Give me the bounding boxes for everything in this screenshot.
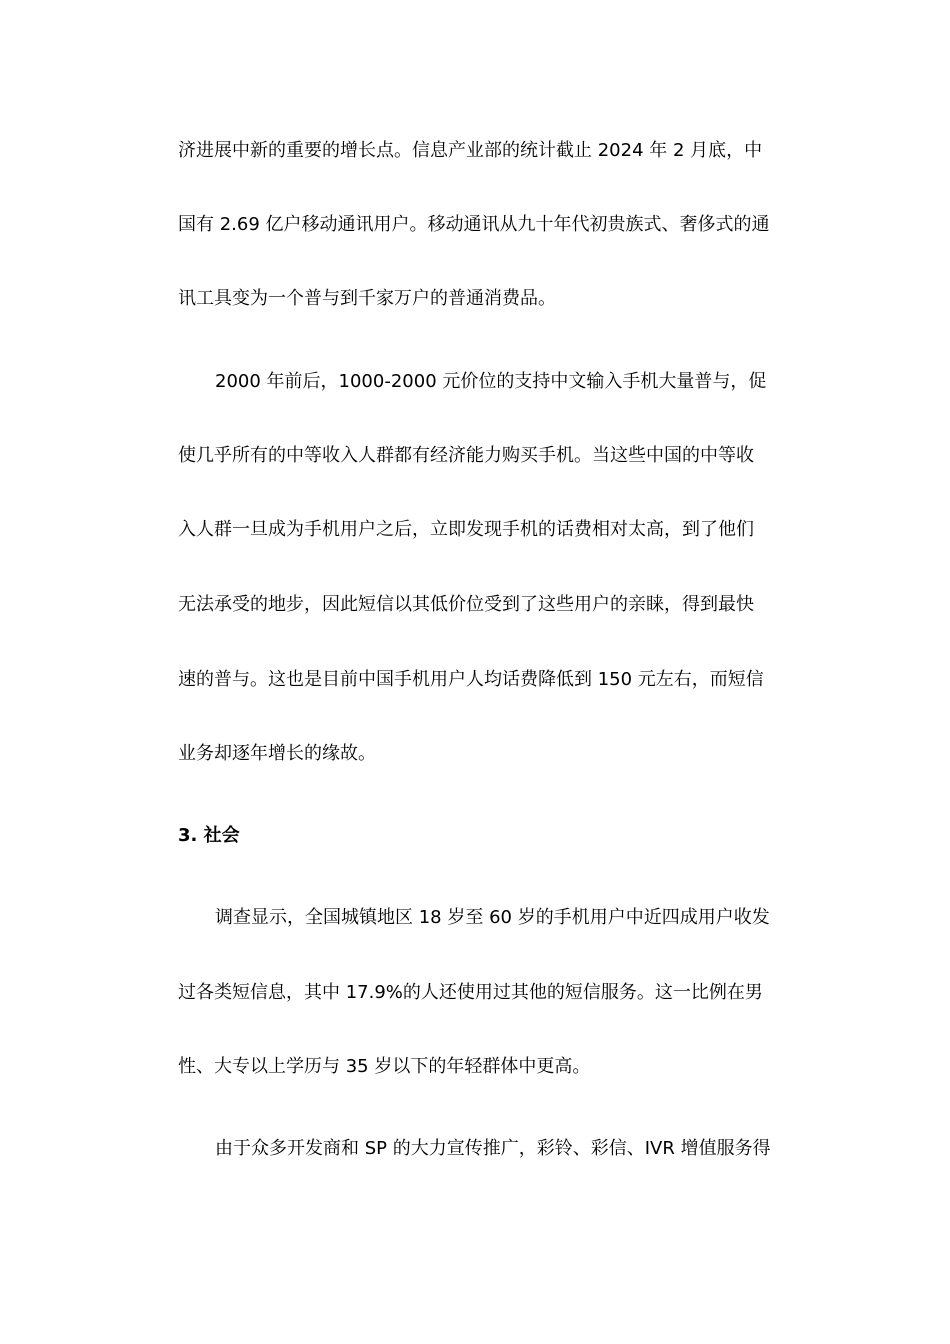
paragraph-first-line: 调查显示，全国城镇地区 18 岁至 60 岁的手机用户中近四成用户收发 [215,907,770,928]
text-line: 国有 2.69 亿户移动通讯用户。移动通讯从九十年代初贵族式、奢侈式的通 [178,214,770,235]
text-line: 入人群一旦成为手机用户之后，立即发现手机的话费相对太高，到了他们 [178,519,754,540]
text-line: 过各类短信息，其中 17.9%的人还使用过其他的短信服务。这一比例在男 [178,982,763,1003]
paragraph-first-line: 2000 年前后，1000-2000 元价位的支持中文输入手机大量普与，促 [215,371,767,392]
text-line: 使几乎所有的中等收入人群都有经济能力购买手机。当这些中国的中等收 [178,445,754,466]
text-line: 济进展中新的重要的增长点。信息产业部的统计截止 2024 年 2 月底，中 [178,140,763,161]
text-line: 无法承受的地步，因此短信以其低价位受到了这些用户的亲睐，得到最快 [178,594,754,615]
section-heading: 3. 社会 [178,825,240,846]
paragraph-first-line: 由于众多开发商和 SP 的大力宣传推广，彩铃、彩信、IVR 增值服务得 [215,1138,771,1159]
text-line: 业务却逐年增长的缘故。 [178,743,376,764]
text-line: 讯工具变为一个普与到千家万户的普通消费品。 [178,288,556,309]
text-line: 速的普与。这也是目前中国手机用户人均话费降低到 150 元左右，而短信 [178,669,764,690]
text-line: 性、大专以上学历与 35 岁以下的年轻群体中更高。 [178,1056,591,1077]
